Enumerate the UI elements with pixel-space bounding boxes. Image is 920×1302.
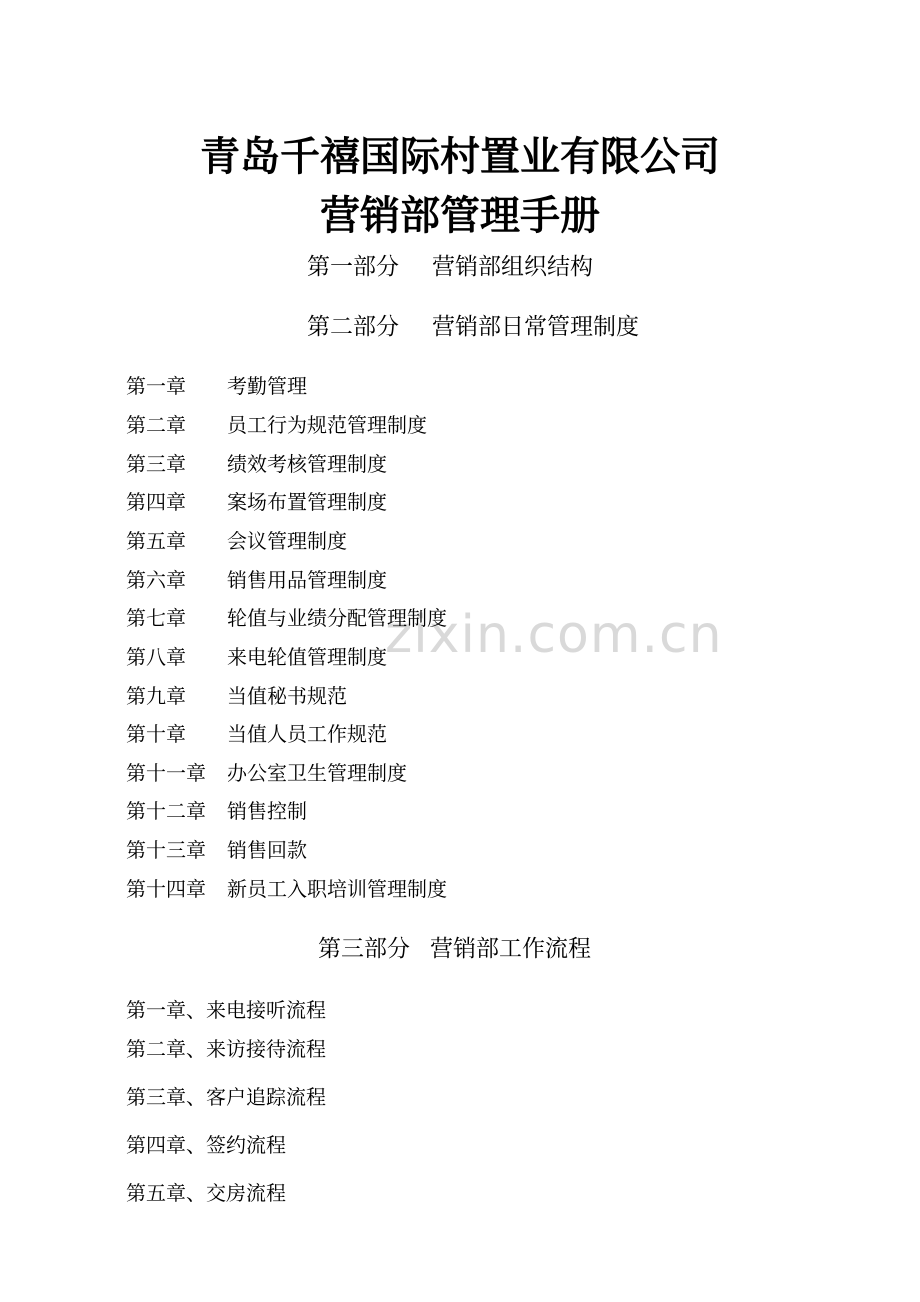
chapter-item [126,450,387,478]
company-title: 青岛千禧国际村置业有限公司 [200,133,720,180]
chapter-title: 当值秘书规范 [227,684,347,708]
part-title: 营销部日常管理制度 [432,314,639,340]
chapter-number: 第三章 [126,452,186,476]
flow-chapter-item: 第三章、客户追踪流程 [126,1085,326,1109]
chapter-number: 第一章 [126,374,186,398]
manual-title: 营销部管理手册 [320,192,600,239]
chapter-item [126,875,447,903]
chapter-item [126,604,447,632]
chapter-number: 第九章 [126,684,186,708]
flow-chapter-item: 第四章、签约流程 [126,1133,286,1157]
part-heading-3 [318,934,591,964]
chapter-number: 第十二章 [126,799,206,823]
chapter-title: 办公室卫生管理制度 [227,761,407,785]
flow-chapter-item: 第二章、来访接待流程 [126,1037,326,1061]
chapter-item [126,720,387,748]
chapter-item [126,643,387,671]
chapter-item [126,527,347,555]
chapter-number: 第十三章 [126,838,206,862]
chapter-number: 第十一章 [126,761,206,785]
chapter-title: 员工行为规范管理制度 [227,413,427,437]
chapter-number: 第八章 [126,645,186,669]
chapter-item [126,682,347,710]
watermark: zixin.com.cn [385,605,723,665]
chapter-title: 轮值与业绩分配管理制度 [227,606,447,630]
chapter-item [126,372,307,400]
chapter-item [126,566,387,594]
part-number: 第三部分 [318,936,410,962]
chapter-item [126,797,307,825]
flow-chapter-item: 第一章、来电接听流程 [126,998,326,1022]
chapter-title: 销售用品管理制度 [227,568,387,592]
chapter-title: 考勤管理 [227,374,307,398]
chapter-number: 第四章 [126,490,186,514]
chapter-number: 第十四章 [126,877,206,901]
chapter-title: 案场布置管理制度 [227,490,387,514]
part-title: 营销部工作流程 [430,936,591,962]
chapter-number: 第二章 [126,413,186,437]
chapter-number: 第五章 [126,529,186,553]
flow-chapter-item: 第五章、交房流程 [126,1181,286,1205]
chapter-title: 绩效考核管理制度 [227,452,387,476]
chapter-item [126,759,407,787]
chapter-number: 第六章 [126,568,186,592]
chapter-title: 新员工入职培训管理制度 [227,877,447,901]
chapter-item [126,488,387,516]
part-title: 营销部组织结构 [432,254,593,280]
chapter-number: 第七章 [126,606,186,630]
chapter-number: 第十章 [126,722,186,746]
chapter-title: 当值人员工作规范 [227,722,387,746]
chapter-title: 来电轮值管理制度 [227,645,387,669]
chapter-title: 会议管理制度 [227,529,347,553]
part-number: 第一部分 [307,254,399,280]
part-heading-1 [307,252,593,282]
chapter-item [126,411,427,439]
part-number: 第二部分 [307,314,399,340]
chapter-title: 销售回款 [227,838,307,862]
part-heading-2 [307,312,639,342]
chapter-title: 销售控制 [227,799,307,823]
chapter-item [126,836,307,864]
